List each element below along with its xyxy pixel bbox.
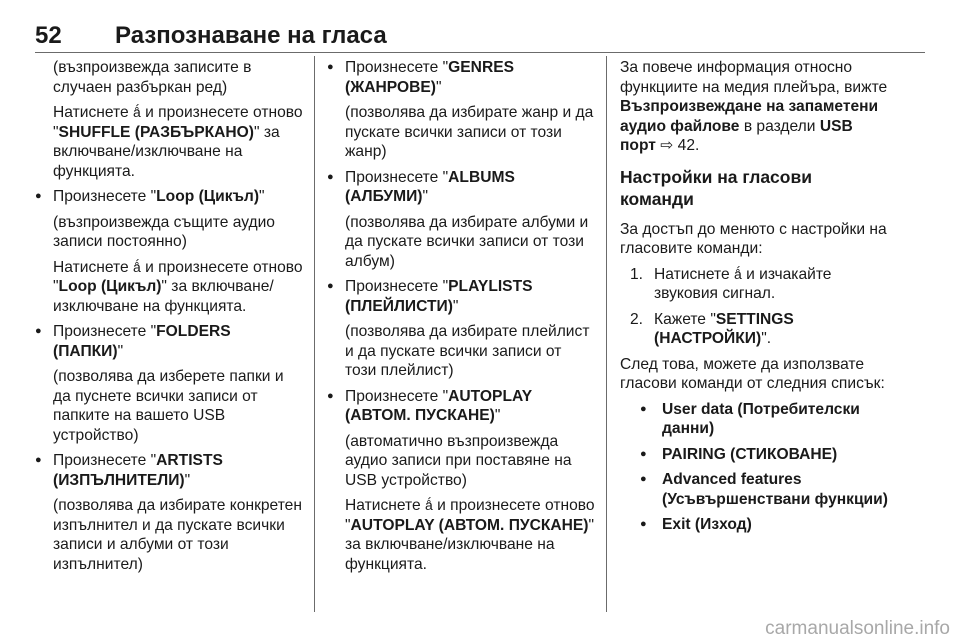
list-item: ● Advanced features (Усъвършенствани функции) xyxy=(640,470,890,509)
paragraph: След това, можете да използвате гласови команди от следния списък: xyxy=(620,355,885,392)
voice-command-icon: ǻ xyxy=(733,265,742,282)
voice-command-icon: ǻ xyxy=(132,258,141,275)
page-header xyxy=(35,22,925,52)
step-item: 2. Кажете "SETTINGS (НАСТРОЙКИ)". xyxy=(630,310,794,347)
steps-list xyxy=(620,265,890,349)
paragraph: (позволява да изберете папки и да пуснете всички записи от папките на вашето USB устройство) xyxy=(53,368,284,444)
voice-command-icon: ǻ xyxy=(424,497,433,513)
paragraph: (автоматично възпроизвежда аудио записи при поставяне на USB устройство) xyxy=(345,432,572,489)
paragraph: Натиснете ǻ и произнесете отново "SHUFFLE (РАЗБЪРКАНО)" за включване/изключване на функцията. xyxy=(53,104,303,180)
column-3 xyxy=(620,58,890,541)
list-item: ● User data (Потребителски данни) xyxy=(640,400,890,439)
paragraph: (позволява да избирате конкретен изпълнител и да пускате всички записи и албуми от този изпълнител) xyxy=(53,497,302,573)
page-reference[interactable]: 42. xyxy=(677,137,700,154)
step-item: 1. Натиснете ǻ и изчакайте звуковия сигнал. xyxy=(630,265,832,302)
paragraph: (позволява да избирате жанр и да пускате всички записи от този жанр) xyxy=(345,104,594,160)
header-rule xyxy=(35,52,925,53)
paragraph: (възпроизвежда записите в случаен разбъркан ред) xyxy=(53,59,252,96)
bullet-item: ● Произнесете "ARTISTS (ИЗПЪЛНИТЕЛИ)" xyxy=(35,451,303,490)
paragraph: Натиснете ǻ и произнесете отново "AUTOPLAY (АВТОМ. ПУСКАНЕ)" за включване/изключване на функцията. xyxy=(345,497,595,573)
paragraph: За достъп до менюто с настройки на гласовите команди: xyxy=(620,220,887,257)
paragraph: (позволява да избирате албуми и да пускате всички записи от този албум) xyxy=(345,213,589,270)
list-item: ● Exit (Изход) xyxy=(640,515,890,535)
watermark: carmanualsonline.info xyxy=(765,618,950,639)
page-title: Разпознаване на гласа xyxy=(115,22,387,49)
paragraph: За повече информация относно функциите на медия плейъра, вижте Възпроизвеждане на запаметени аудио файлове в раздели USB порт ⇨ 42. xyxy=(620,59,888,154)
bullet-item: ● Произнесете "ALBUMS (АЛБУМИ)" xyxy=(327,168,595,207)
page-reference-arrow-icon: ⇨ xyxy=(660,137,674,154)
column-2 xyxy=(327,58,595,580)
column-1 xyxy=(35,58,303,580)
section-heading: Настройки на гласови команди xyxy=(620,166,812,209)
column-divider-1 xyxy=(314,56,315,612)
voice-command-icon: ǻ xyxy=(132,104,141,120)
paragraph: (възпроизвежда същите аудио записи постоянно) xyxy=(53,213,275,250)
bullet-item: ● Произнесете "PLAYLISTS (ПЛЕЙЛИСТИ)" xyxy=(327,277,595,316)
bullet-item: ● Произнесете "GENRES (ЖАНРОВЕ)" xyxy=(327,58,595,97)
cross-reference[interactable]: Възпроизвеждане на запаметени аудио файлове xyxy=(620,98,879,135)
column-divider-2 xyxy=(606,56,607,612)
page-number: 52 xyxy=(35,22,62,49)
bullet-item: ● Произнесете "FOLDERS (ПАПКИ)" xyxy=(35,322,303,361)
paragraph: Натиснете ǻ и произнесете отново "Loop (Цикъл)" за включване/изключване на функцията. xyxy=(53,258,303,315)
bullet-item: ● Произнесете "Loop (Цикъл)" xyxy=(35,187,303,207)
list-item: ● PAIRING (СТИКОВАНЕ) xyxy=(640,445,890,465)
bullet-item: ● Произнесете "AUTOPLAY (АВТОМ. ПУСКАНЕ)" xyxy=(327,387,595,426)
command-list xyxy=(620,400,890,535)
paragraph: (позволява да избирате плейлист и да пускате всички записи от този плейлист) xyxy=(345,323,590,379)
